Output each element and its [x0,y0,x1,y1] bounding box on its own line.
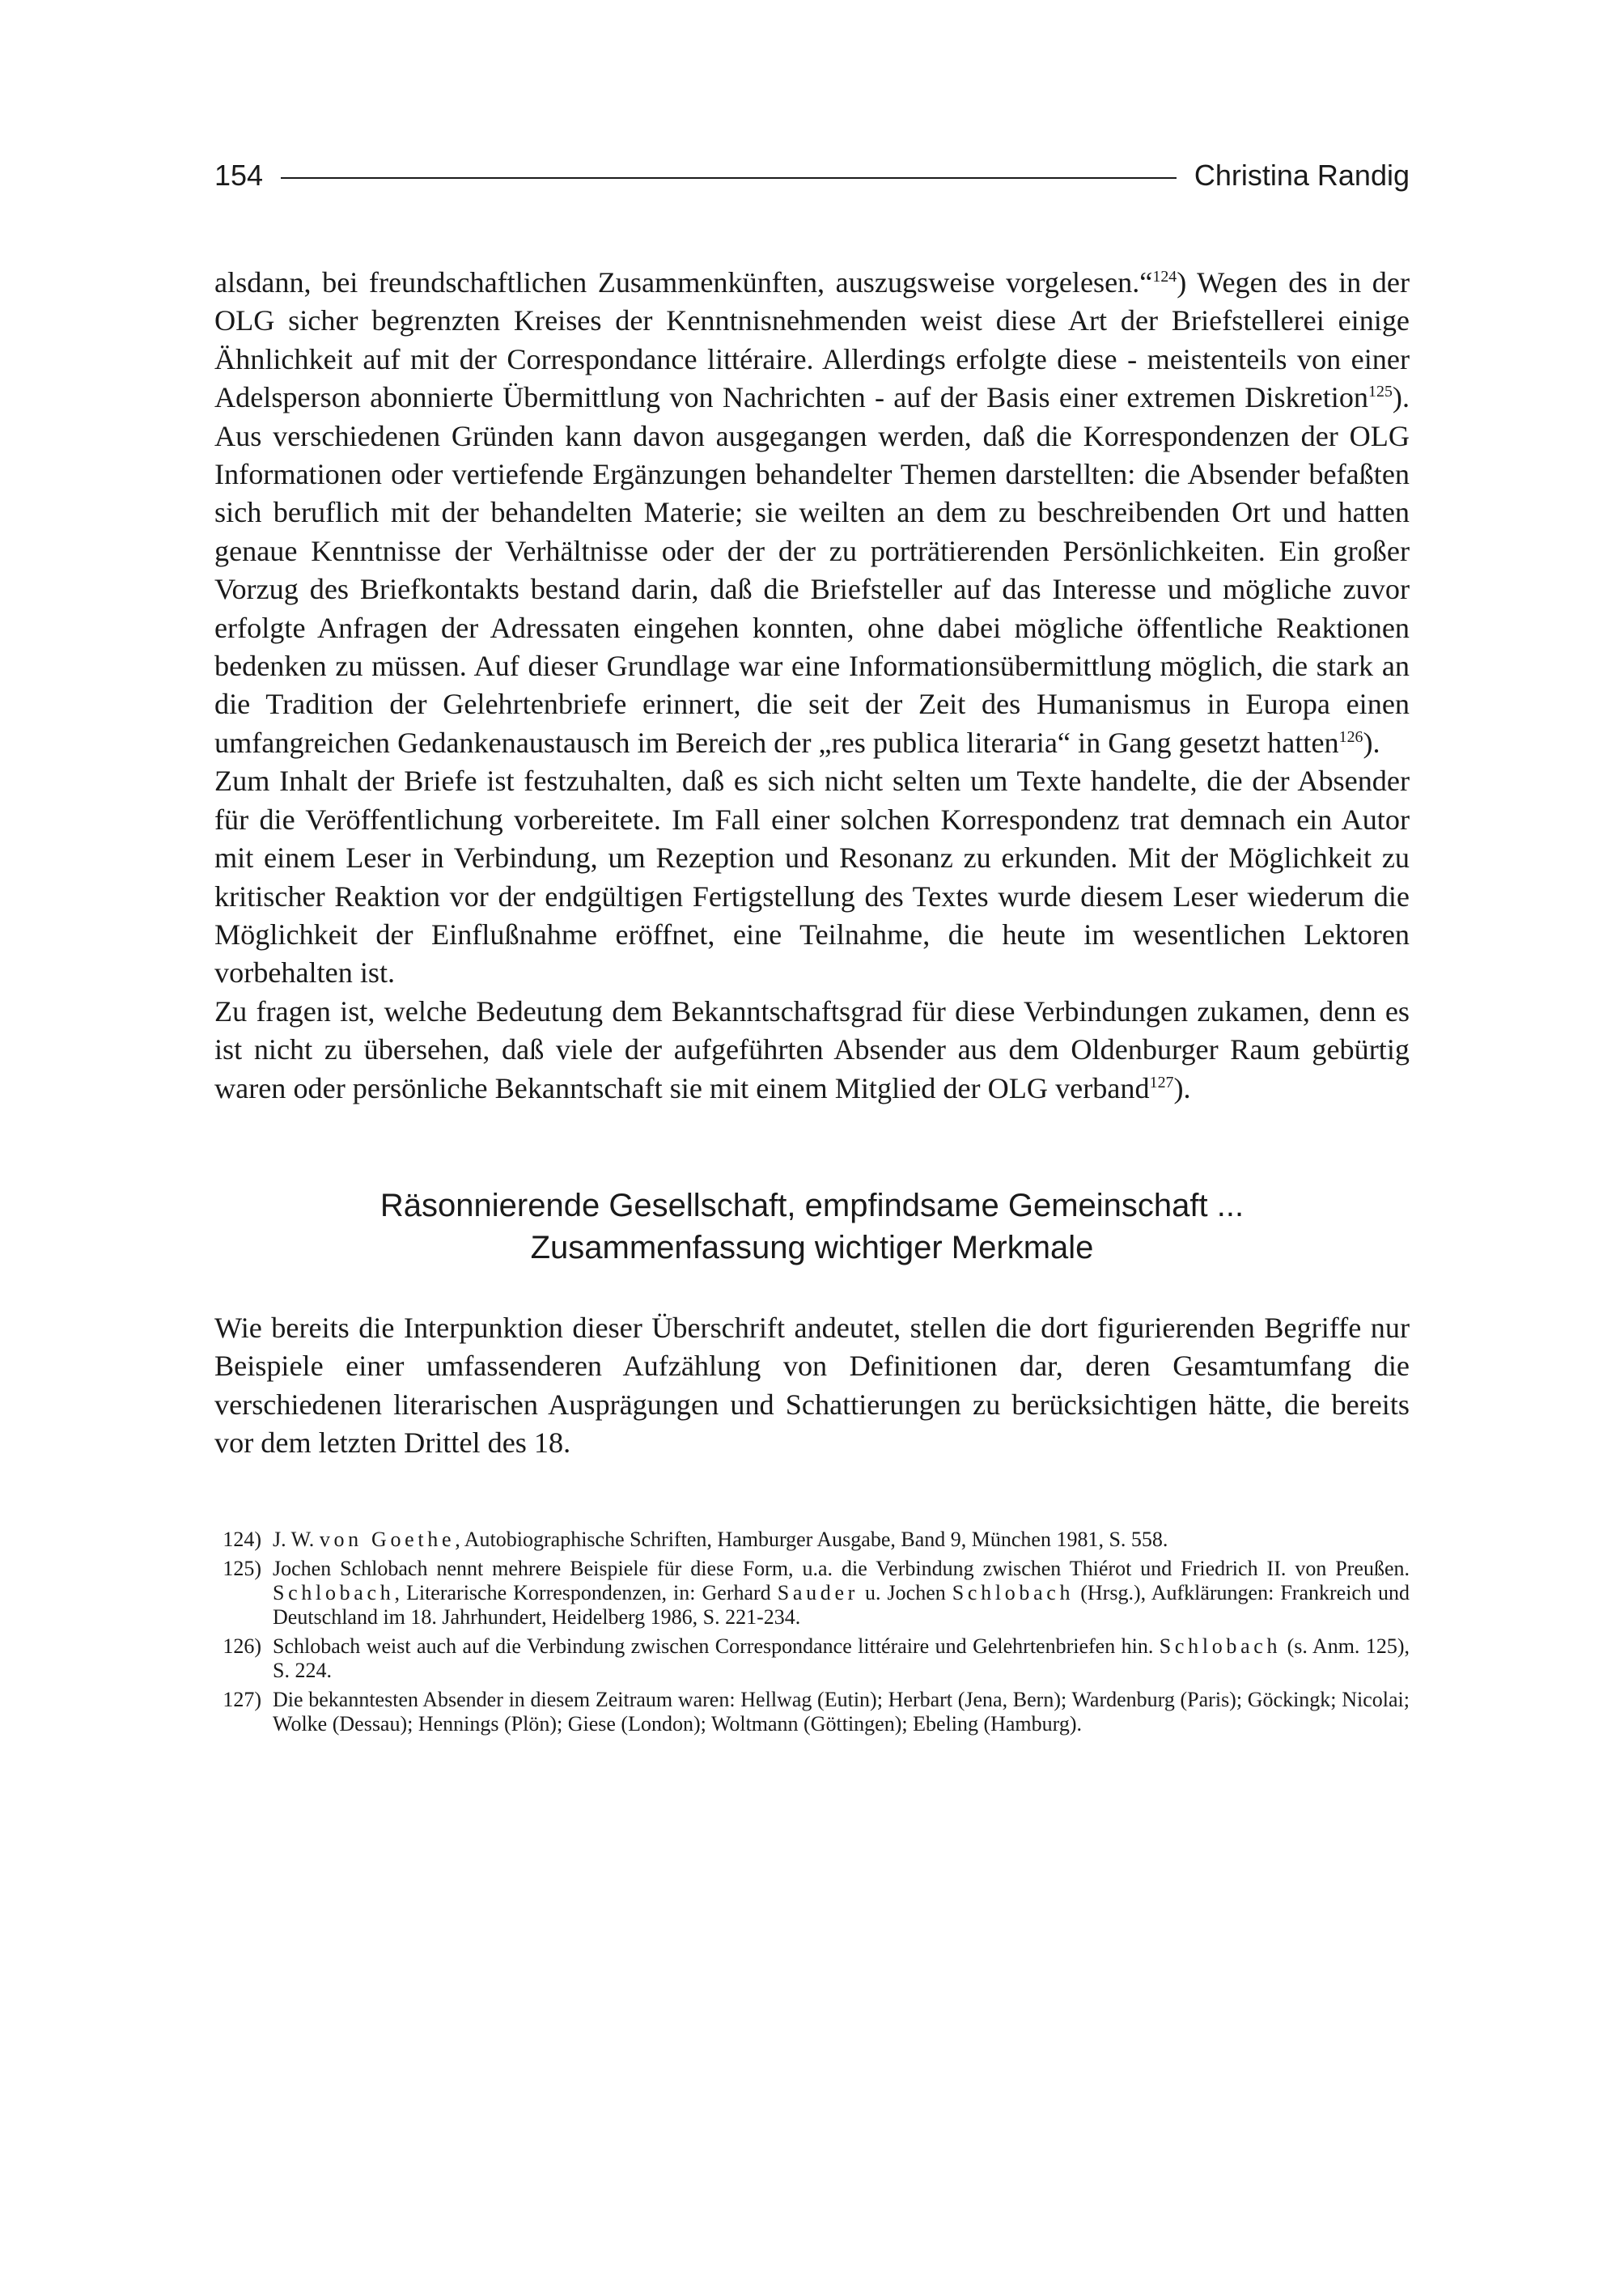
section-heading-line-1: Räsonnierende Gesellschaft, empfindsame Gemeinschaft ... [379,1187,1245,1223]
footnote-author-spaced: Schlobach [952,1580,1075,1604]
footnote-author-spaced: von Goethe [319,1527,456,1551]
footnote-124 [214,1528,1410,1552]
header-rule [281,177,1177,179]
paragraph-1-text-a: alsdann, bei freundschaftlichen Zusammenkünften, auszugsweise vorgelesen.“ [214,266,1153,299]
footnotes [214,1528,1410,1736]
footnote-125 [214,1557,1410,1630]
section-body [214,1309,1410,1463]
footnote-text-part: (Hrsg.), Aufklärungen: Frankreich und Deutschland im 18. Jahrhundert, Heidelberg 1986, S. 221-234. [273,1580,1410,1629]
footnote-ref-126[interactable]: 126 [1338,727,1363,746]
footnote-text-part: (s. Anm. 125), S. 224. [273,1634,1410,1682]
body-text [214,264,1410,1108]
paragraph-1 [214,264,1410,762]
page-number: 154 [214,159,264,192]
running-head-author: Christina Randig [1194,159,1410,192]
footnote-text: Die bekanntesten Absender in diesem Zeitraum waren: Hellwag (Eutin); Herbart (Jena, Bern); Wardenburg (Paris); Göckingk; Nicolai; Wolke (Dessau); Hennings (Plön); Giese (London); Woltmann (Göttingen); Ebeling (Hamburg). [273,1687,1410,1736]
footnote-ref-125[interactable]: 125 [1368,383,1393,401]
footnote-126 [214,1634,1410,1683]
paragraph-3-text-a: Zu fragen ist, welche Bedeutung dem Bekanntschaftsgrad für diese Verbindungen zukamen, denn es ist nicht zu übersehen, daß viele der aufgeführten Absender aus dem Oldenburger Raum gebürtig waren oder persönliche Bekanntschaft sie mit einem Mitglied der OLG verband [214,994,1410,1104]
footnote-ref-124[interactable]: 124 [1152,267,1177,286]
footnote-text-part: , Literarische Korrespondenzen, in: Gerhard [394,1580,778,1604]
paragraph-1-text-c: ). Aus verschiedenen Gründen kann davon ausgegangen werden, daß die Korrespondenzen der OLG Informationen oder vertiefende Ergänzungen behandelter Themen darstellten: die Absender befaßten sich beruflich mit der behandelten Materie; sie weilten an dem zu beschreibenden Ort und hatten genaue Kenntnisse der Verhältnisse oder der der zu porträtierenden Persönlichkeiten. Ein großer Vorzug des Briefkontakts bestand darin, daß die Briefsteller auf das Interesse und mögliche zuvor erfolgte Anfragen der Adressaten eingehen konnten, ohne dabei mögliche öffentliche Reaktionen bedenken zu müssen. Auf dieser Grundlage war eine Informationsübermittlung möglich, die stark an die Tradition der Gelehrtenbriefe erinnert, die seit der Zeit des Humanismus in Europa einen umfangreichen Gedankenaustausch im Bereich der „res publica literaria“ in Gang gesetzt hatten [214,381,1410,759]
footnote-ref-127[interactable]: 127 [1149,1073,1174,1091]
footnote-text-part: Jochen Schlobach nennt mehrere Beispiele für diese Form, u.a. die Verbindung zwischen Thiérot und Friedrich II. von Preußen. [273,1556,1410,1580]
paragraph-1-text-b: ) Wegen des in der OLG sicher begrenzten Kreises der Kenntnisnehmenden weist diese Art der Briefstellerei einige Ähnlichkeit auf mit der Correspondance littéraire. Allerdings erfolgte diese - meistenteils von einer Adelsperson abonnierte Übermittlung von Nachrichten - auf der Basis einer extremen Diskretion [214,266,1410,414]
running-head [214,158,1410,193]
section-paragraph: Wie bereits die Interpunktion dieser Überschrift andeutet, stellen die dort figurierenden Begriffe nur Beispiele einer umfassenderen Aufzählung von Definitionen dar, deren Gesamtumfang die verschiedenen literarischen Ausprägungen und Schattierungen zu berücksichtigen hätte, die bereits vor dem letzten Drittel des 18. [214,1311,1410,1460]
section-heading [214,1185,1410,1269]
footnote-text-part: , Autobiographische Schriften, Hamburger Ausgabe, Band 9, München 1981, S. 558. [455,1527,1168,1551]
footnote-text [273,1634,1410,1683]
footnote-number: 126) [223,1634,261,1658]
footnote-text [273,1557,1410,1630]
section-heading-line-2: Zusammenfassung wichtiger Merkmale [530,1229,1094,1265]
paragraph-3 [214,993,1410,1108]
footnote-author-spaced: Schlobach [273,1580,395,1604]
footnote-text-part: J. W. [273,1527,320,1551]
footnote-number: 125) [223,1556,261,1580]
paragraph-3-text-b: ). [1173,1071,1191,1104]
footnote-author-spaced: Sauder [777,1580,859,1604]
footnote-number: 124) [223,1527,261,1551]
paragraph-1-text-d: ). [1363,726,1380,759]
paragraph-2: Zum Inhalt der Briefe ist festzuhalten, daß es sich nicht selten um Texte handelte, die der Absender für die Veröffentlichung vorbereitete. Im Fall einer solchen Korrespondenz trat demnach ein Autor mit einem Leser in Verbindung, um Rezeption und Resonanz zu erkunden. Mit der Möglichkeit zu kritischer Reaktion vor der endgültigen Fertigstellung des Textes wurde diesem Leser wiederum die Möglichkeit der Einflußnahme eröffnet, eine Teilnahme, die heute im wesentlichen Lektoren vorbehalten ist. [214,765,1410,990]
footnote-author-spaced: Schlobach [1159,1634,1282,1658]
book-page [214,158,1410,1741]
footnote-text-part: Schlobach weist auch auf die Verbindung zwischen Correspondance littéraire und Gelehrtenbriefen hin. [273,1634,1160,1658]
footnote-number: 127) [223,1687,261,1711]
footnote-127 [214,1688,1410,1736]
footnote-text [273,1528,1410,1552]
footnote-text-part: u. Jochen [859,1580,952,1604]
